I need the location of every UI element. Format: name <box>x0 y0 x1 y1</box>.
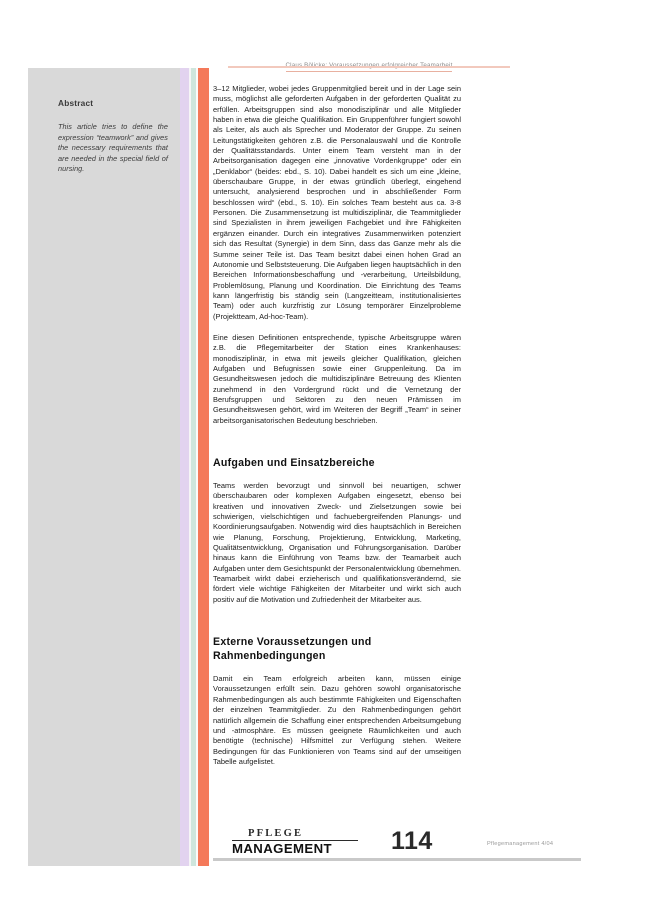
logo-text-management: MANAGEMENT <box>232 840 332 856</box>
sidebar-abstract-panel <box>28 68 180 866</box>
logo-text-pflege: PFLEGE <box>248 828 304 839</box>
paragraph-nursing-example: Eine diesen Definitionen entsprechende, typische Arbeitsgruppe wären z.B. die Pflegemitarbeiter der Station eines Krankenhauses: monodisziplinär, in etwa mit jeweils gleicher Qualifikation, gleichen Aufgaben und Befugnissen sowie einer Gruppenleitung. Da im Gesundheitswesen jedoch die multidisziplinäre Betreuung des Klienten zunehmend in den Vordergrund rückt und die Vernetzung der Berufsgruppen und Sektoren zu den neuen Prämissen im Gesundheitswesen gehört, wird im Weiteren der Begriff „Team“ in seiner arbeitsorganisatorischen Bedeutung beschrieben. <box>213 332 461 425</box>
paragraph-externe: Damit ein Team erfolgreich arbeiten kann, müssen einige Voraussetzungen erfüllt sein. Dazu gehören sowohl organisatorische Rahmenbedingungen als auch bestimmte Fähigkeiten und Eigenschaften der einzelnen Teammitglieder. Zu den Rahmenbedingungen gehört natürlich allgemein die Schaffung einer entsprechenden Arbeitsumgebung und -atmosphäre. Es müssen geeignete Räumlichkeiten und auch benötigte (technische) Hilfsmittel zur Verfügung stehen. Weitere Bedingungen für das Funktionieren von Teams sind auf der umseitigen Tabelle aufgelistet. <box>213 674 461 766</box>
paragraph-aufgaben: Teams werden bevorzugt und sinnvoll bei neuartigen, schwer überschaubaren oder komplexen Aufgaben eingesetzt, ebenso bei kreativen und innovativen Zweck- und Zielsetzungen sowie bei schwierigen, vielschichtigen und fachuebergreifenden Planungs- und Koordinierungsaufgaben. Notwendig wird dies hauptsächlich in Bereichen wie Planung, Forschung, Projektierung, Entwicklung, Marketing, Qualitätsentwicklung, Organisation und Führungsorganisation. Darüber hinaus kann die Einführung von Teams bzw. der Teamarbeit auch Aufgaben unter dem Gesichtspunkt der Personalentwicklung übernehmen. Teamarbeit wirkt dabei erzieherisch und qualifikationsverändernd, sie fördert viele wichtige Fähigkeiten der Mitarbeiter und wirkt sich auch positiv auf die Motivation und Zufriedenheit der Mitarbeiter aus. <box>213 481 461 604</box>
strip-lavender <box>180 68 189 866</box>
journal-logo <box>232 828 358 858</box>
spacer <box>213 437 461 456</box>
main-text-column <box>213 84 461 767</box>
accent-bar-orange <box>198 68 209 866</box>
spacer <box>213 616 461 635</box>
heading-aufgaben-und-einsatzbereiche: Aufgaben und Einsatzbereiche <box>213 457 375 469</box>
page-number: 114 <box>391 827 433 855</box>
abstract-title: Abstract <box>58 98 94 108</box>
heading-externe-voraussetzungen: Externe Voraussetzungen und Rahmenbedingungen <box>213 636 372 663</box>
footer-rule <box>213 858 581 861</box>
paragraph-team-definition: 3–12 Mitglieder, wobei jedes Gruppenmitglied bereit und in der Lage sein muss, möglichst alle geforderten Aufgaben in der geforderten Qualität zu erfüllen. Arbeitsgruppen sind also monodisziplinär und alle Mitglieder haben in etwa die gleiche Qualifikation. Ein Gruppenführer fungiert sowohl als Leiter, als auch als Sprecher und Moderator der Gruppe. Zu seinen Leitungstätigkeiten gehören z.B. die Personalauswahl und die Kontrolle der Qualitätsstandards. Unter einem Team versteht man in der Arbeitsorganisation dagegen eine „innovative Vordenkgruppe“ oder ein „Denklabor“ (beides: ebd., S. 10). Dabei handelt es sich um eine „kleine, überschaubare Gruppe, in der etwas gründlich überlegt, eingehend untersucht, analysierend besprochen und in abschließender Form beschlossen wird“ (ebd., S. 10). Ein solches Team besteht aus ca. 3-8 Personen. Die Zusammensetzung ist multidisziplinär, die Teammitglieder sind Spezialisten in ihrem jeweiligen Fachgebiet und ihre Fähigkeiten ergänzen einander. Durch ein integratives Zusammenwirken potenziert sich das Resultat (Synergie) in dem Sinn, dass das Ganze mehr als die Summe seiner Teile ist. Das Team besitzt dabei einen hohen Grad an Autonomie und Selbststeuerung. Die Aufgaben liegen hauptsächlich in den Bereichen Informationsbeschaffung und -verarbeitung, Urteilsbildung, Problemlösung, Planung und Koordination. Die Einrichtung des Teams kann längerfristig bis ständig sein (Langzeitteam, institutionalisiertes Team) oder auch kurzfristig zur Lösung temporärer Einzelprobleme (Projektteam, Ad-hoc-Team). <box>213 84 461 321</box>
issue-reference: Pflegemanagement 4/04 <box>487 841 554 847</box>
page-footer <box>213 828 603 872</box>
abstract-box <box>58 98 168 175</box>
abstract-text: This article tries to define the expression “teamwork” and gives the necessary requirements that are needed in the special field of nursing. <box>58 122 168 174</box>
running-head <box>204 54 534 68</box>
running-head-rule <box>228 66 510 68</box>
